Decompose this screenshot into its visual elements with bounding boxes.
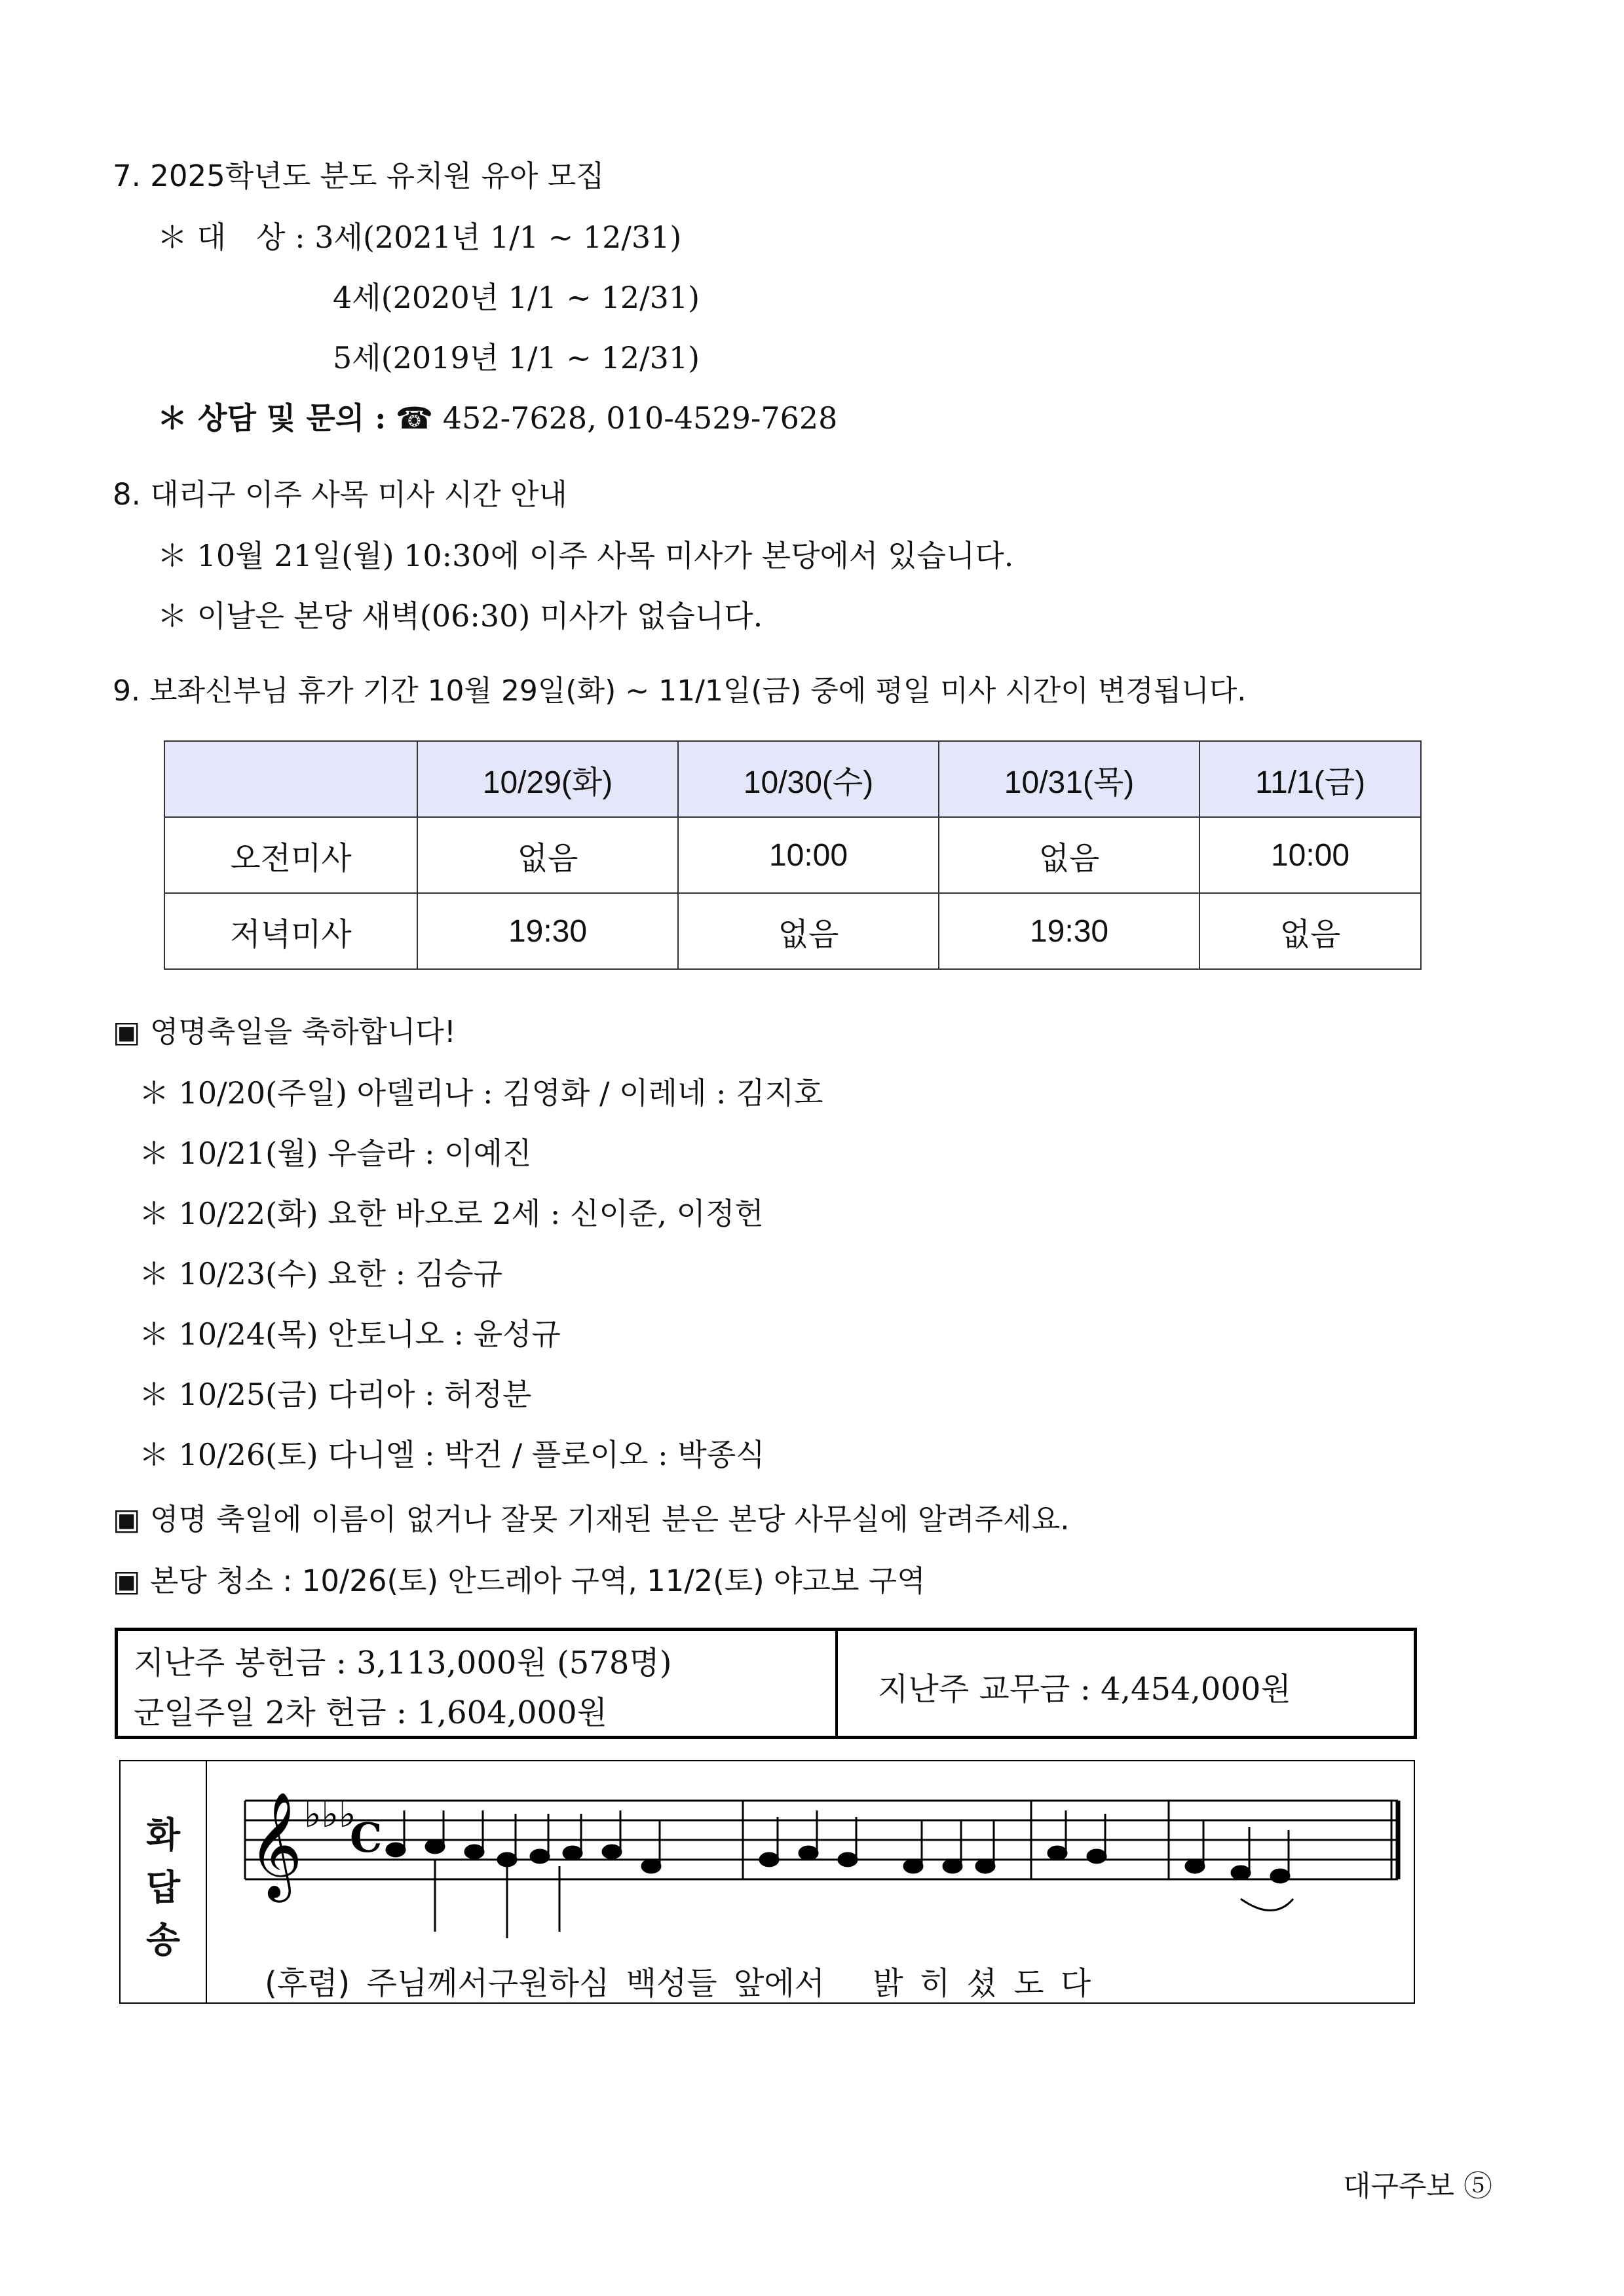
psalm-label-char: 답 [145, 1867, 181, 1908]
section-7-age5: 5세(2019년 1/1 ~ 12/31) [333, 340, 700, 375]
table-cell: 오전미사 [164, 817, 417, 893]
psalm-label-char: 화 [145, 1814, 181, 1856]
feast-item: ＊ 10/24(목) 안토니오 : 윤성규 [139, 1316, 561, 1352]
treble-clef-icon: 𝄞 [248, 1791, 303, 1898]
contact-phone: ☎ 452-7628, 010-4529-7628 [395, 400, 838, 436]
feast-item: ＊ 10/26(토) 다니엘 : 박건 / 플로이오 : 박종식 [139, 1437, 765, 1472]
common-time-icon: C [350, 1814, 383, 1862]
feast-item: ＊ 10/22(화) 요한 바오로 2세 : 신이준, 이정헌 [139, 1196, 764, 1231]
table-header-cell [164, 741, 417, 817]
section-7-contact [157, 394, 837, 438]
flat-icon: ♭♭♭ [304, 1793, 356, 1836]
responsorial-psalm-box [119, 1760, 1415, 2004]
tie-icon [1241, 1899, 1293, 1911]
table-cell: 10:00 [678, 817, 939, 893]
table-cell: 10:00 [1199, 817, 1421, 893]
notice-cleaning: ▣ 본당 청소 : 10/26(토) 안드레아 구역, 11/2(토) 야고보 구역 [113, 1563, 926, 1598]
table-header-cell: 10/30(수) [678, 741, 939, 817]
section-7-title: 7. 2025학년도 분도 유치원 유아 모집 [113, 159, 605, 193]
section-8-line2: ＊ 이날은 본당 새벽(06:30) 미사가 없습니다. [157, 598, 763, 634]
table-row [164, 893, 1421, 969]
table-cell: 19:30 [417, 893, 678, 969]
section-9-title: 9. 보좌신부님 휴가 기간 10월 29일(화) ~ 11/1일(금) 중에 평일 미사 시간이 변경됩니다. [113, 674, 1247, 708]
mass-schedule-table [164, 740, 1422, 970]
contact-label: ＊ 상담 및 문의 : [157, 400, 387, 436]
table-row [164, 817, 1421, 893]
music-staff [219, 1774, 1405, 1945]
offering-second-collection: 군일주일 2차 헌금 : 1,604,000원 [134, 1694, 607, 1731]
feast-item: ＊ 10/25(금) 다리아 : 허정분 [139, 1377, 532, 1412]
table-cell: 저녁미사 [164, 893, 417, 969]
feast-item: ＊ 10/23(수) 요한 : 김승규 [139, 1256, 503, 1292]
offering-box [115, 1628, 1417, 1739]
table-header-row [164, 741, 1421, 817]
table-cell: 없음 [939, 817, 1199, 893]
section-8-line1: ＊ 10월 21일(월) 10:30에 이주 사목 미사가 본당에서 있습니다. [157, 538, 1014, 573]
table-header-cell: 11/1(금) [1199, 741, 1421, 817]
psalm-lyrics: (후렴) 주님께서구원하심 백성들 앞에서 밝 히 셨 도 다 [265, 1965, 1091, 2002]
offering-dues: 지난주 교무금 : 4,454,000원 [878, 1671, 1291, 1708]
section-7-target: ＊ 대 상 : 3세(2021년 1/1 ~ 12/31) [157, 220, 682, 255]
section-7-age4: 4세(2020년 1/1 ~ 12/31) [333, 280, 700, 315]
section-8-title: 8. 대리구 이주 사목 미사 시간 안내 [113, 477, 567, 512]
notice-feast-correction: ▣ 영명 축일에 이름이 없거나 잘못 기재된 분은 본당 사무실에 알려주세요. [113, 1502, 1070, 1537]
feast-item: ＊ 10/20(주일) 아델리나 : 김영화 / 이레네 : 김지호 [139, 1075, 823, 1111]
psalm-label [121, 1761, 207, 2002]
feast-title: ▣ 영명축일을 축하합니다! [113, 1014, 456, 1049]
table-cell: 없음 [678, 893, 939, 969]
offering-weekly: 지난주 봉헌금 : 3,113,000원 (578명) [134, 1645, 672, 1681]
table-cell: 19:30 [939, 893, 1199, 969]
offering-left-cell [118, 1631, 838, 1736]
psalm-label-char: 송 [145, 1919, 181, 1961]
table-header-cell: 10/29(화) [417, 741, 678, 817]
table-header-cell: 10/31(목) [939, 741, 1199, 817]
table-cell: 없음 [1199, 893, 1421, 969]
table-cell: 없음 [417, 817, 678, 893]
feast-item: ＊ 10/21(월) 우슬라 : 이예진 [139, 1136, 532, 1171]
page-footer: 대구주보 ⑤ [1343, 2170, 1493, 2203]
